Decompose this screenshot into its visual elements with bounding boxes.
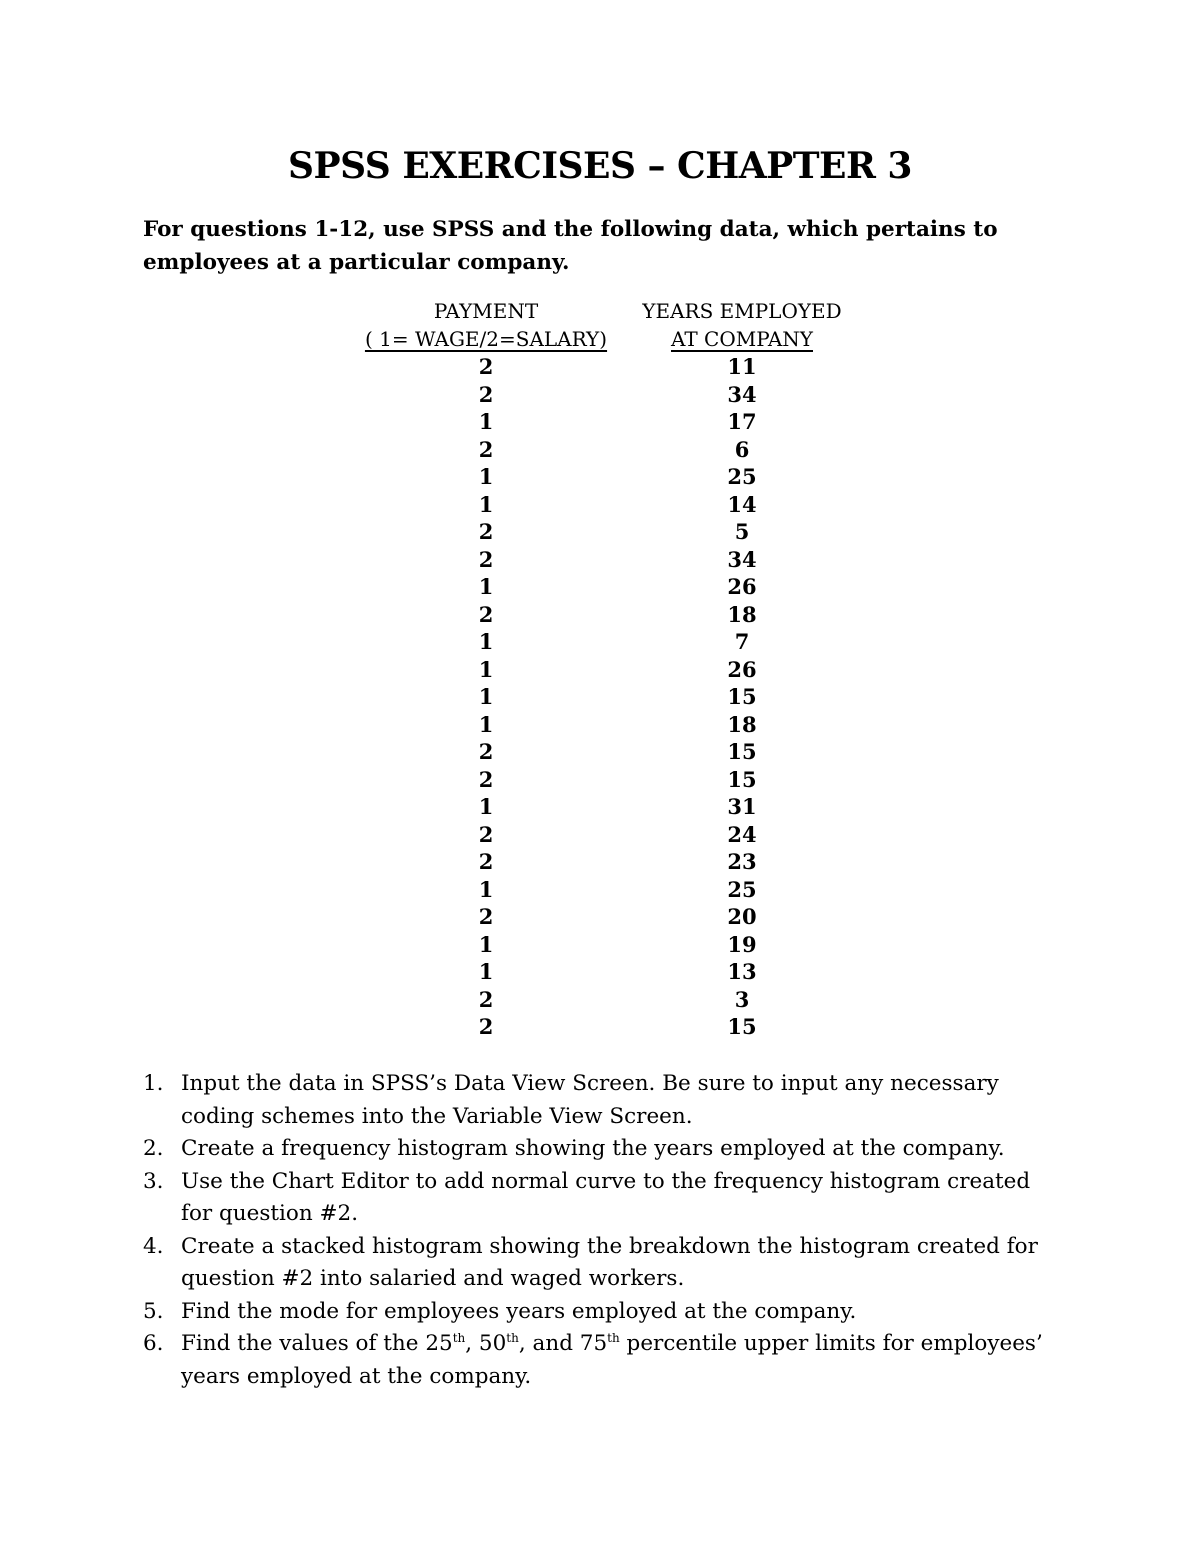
table-row <box>0 821 1200 849</box>
table-row <box>0 958 1200 986</box>
table-row <box>0 436 1200 464</box>
table-row <box>0 408 1200 436</box>
years-cell: 34 <box>727 546 757 572</box>
payment-cell: 2 <box>478 986 494 1012</box>
years-cell: 15 <box>727 684 757 709</box>
years-cell: 17 <box>727 409 757 434</box>
years-cell: 3 <box>734 986 750 1012</box>
years-cell: 7 <box>734 629 750 654</box>
question-item <box>143 1068 1063 1133</box>
table-row <box>0 546 1200 574</box>
question-item <box>143 1296 1063 1329</box>
years-cell: 25 <box>727 464 757 489</box>
ordinal-suffix: th <box>506 1330 519 1345</box>
ordinal-suffix: th <box>607 1330 620 1345</box>
years-cell: 20 <box>727 904 757 929</box>
table-row <box>0 903 1200 931</box>
payment-cell: 1 <box>478 959 494 984</box>
table-row <box>0 463 1200 491</box>
question-number: 4. <box>143 1233 164 1259</box>
years-cell: 19 <box>727 931 757 957</box>
question-number: 5. <box>143 1298 164 1324</box>
question-list <box>143 1068 1063 1393</box>
table-row <box>0 491 1200 519</box>
payment-cell: 2 <box>478 849 494 874</box>
question-item <box>143 1166 1063 1231</box>
years-cell: 6 <box>734 436 750 462</box>
table-row <box>0 738 1200 766</box>
years-cell: 34 <box>727 381 757 407</box>
payment-cell: 2 <box>478 904 494 929</box>
table-row <box>0 353 1200 381</box>
table-row <box>0 848 1200 876</box>
years-cell: 13 <box>727 959 757 984</box>
table-row <box>0 1013 1200 1041</box>
question-text-part: percentile upper limits for employees’ years employed at the company. <box>181 1331 1043 1389</box>
question-text-part: , 50 <box>465 1331 507 1356</box>
payment-cell: 2 <box>478 1014 494 1039</box>
payment-cell: 1 <box>478 794 494 819</box>
table-row <box>0 876 1200 904</box>
question-item <box>143 1231 1063 1296</box>
payment-cell: 2 <box>478 381 494 407</box>
payment-cell: 2 <box>478 436 494 462</box>
question-text: Create a stacked histogram showing the breakdown the histogram created for question #2 into salaried and waged workers. <box>181 1233 1038 1291</box>
col1-header-line2: ( 1= WAGE/2=SALARY) <box>364 327 608 351</box>
question-number: 3. <box>143 1168 164 1194</box>
page-title: SPSS EXERCISES – CHAPTER 3 <box>288 145 912 187</box>
years-cell: 26 <box>727 656 757 682</box>
years-cell: 31 <box>727 794 757 819</box>
payment-cell: 1 <box>478 574 494 599</box>
table-header-row-2 <box>0 325 1200 353</box>
table-row <box>0 573 1200 601</box>
table-row <box>0 518 1200 546</box>
question-number: 1. <box>143 1071 164 1096</box>
years-cell: 23 <box>727 849 757 874</box>
years-cell: 15 <box>727 766 757 792</box>
col2-header-line2: AT COMPANY <box>671 327 813 351</box>
table-row <box>0 683 1200 711</box>
payment-cell: 2 <box>478 546 494 572</box>
payment-cell: 2 <box>478 519 494 544</box>
years-cell: 14 <box>727 491 757 517</box>
col1-header-line1: PAYMENT <box>433 299 539 323</box>
question-item <box>143 1328 1063 1393</box>
table-row <box>0 628 1200 656</box>
table-row <box>0 656 1200 684</box>
table-row <box>0 381 1200 409</box>
question-text: Find the mode for employees years employed at the company. <box>181 1298 857 1324</box>
payment-cell: 1 <box>478 491 494 517</box>
table-row <box>0 986 1200 1014</box>
question-text-part: Find the values of the 25 <box>181 1331 453 1356</box>
question-number: 2. <box>143 1136 164 1161</box>
payment-cell: 2 <box>478 601 494 627</box>
table-row <box>0 793 1200 821</box>
payment-cell: 1 <box>478 876 494 902</box>
payment-cell: 2 <box>478 739 494 764</box>
question-item <box>143 1133 1063 1166</box>
table-row <box>0 766 1200 794</box>
question-number: 6. <box>143 1331 164 1356</box>
payment-cell: 2 <box>478 766 494 792</box>
years-cell: 18 <box>727 711 757 737</box>
question-text: Create a frequency histogram showing the years employed at the company. <box>181 1136 1005 1161</box>
payment-cell: 1 <box>478 464 494 489</box>
question-text <box>181 1331 1043 1389</box>
table-row <box>0 601 1200 629</box>
table-body <box>0 353 1200 1041</box>
question-text: Input the data in SPSS’s Data View Screen. Be sure to input any necessary coding schemes into the Variable View Screen. <box>181 1071 999 1129</box>
question-text-part: , and 75 <box>518 1331 608 1356</box>
table-row <box>0 931 1200 959</box>
data-table <box>0 297 1200 1041</box>
payment-cell: 1 <box>478 931 494 957</box>
question-text: Use the Chart Editor to add normal curve to the frequency histogram created for question #2. <box>181 1168 1031 1226</box>
years-cell: 26 <box>727 574 757 599</box>
table-header-row-1 <box>0 297 1200 325</box>
intro-paragraph: For questions 1-12, use SPSS and the following data, which pertains to employees at a particular company. <box>143 217 998 275</box>
years-cell: 5 <box>734 519 750 544</box>
years-cell: 25 <box>727 876 757 902</box>
payment-cell: 1 <box>478 409 494 434</box>
payment-cell: 2 <box>478 821 494 847</box>
col2-header-line1: YEARS EMPLOYED <box>642 299 842 323</box>
payment-cell: 1 <box>478 656 494 682</box>
years-cell: 15 <box>727 1014 757 1039</box>
table-row <box>0 711 1200 739</box>
years-cell: 24 <box>727 821 757 847</box>
payment-cell: 1 <box>478 684 494 709</box>
payment-cell: 1 <box>478 629 494 654</box>
ordinal-suffix: th <box>452 1330 466 1345</box>
years-cell: 15 <box>727 739 757 764</box>
payment-cell: 1 <box>478 711 494 737</box>
years-cell: 18 <box>727 601 757 627</box>
years-cell: 11 <box>727 354 757 379</box>
payment-cell: 2 <box>478 354 494 379</box>
